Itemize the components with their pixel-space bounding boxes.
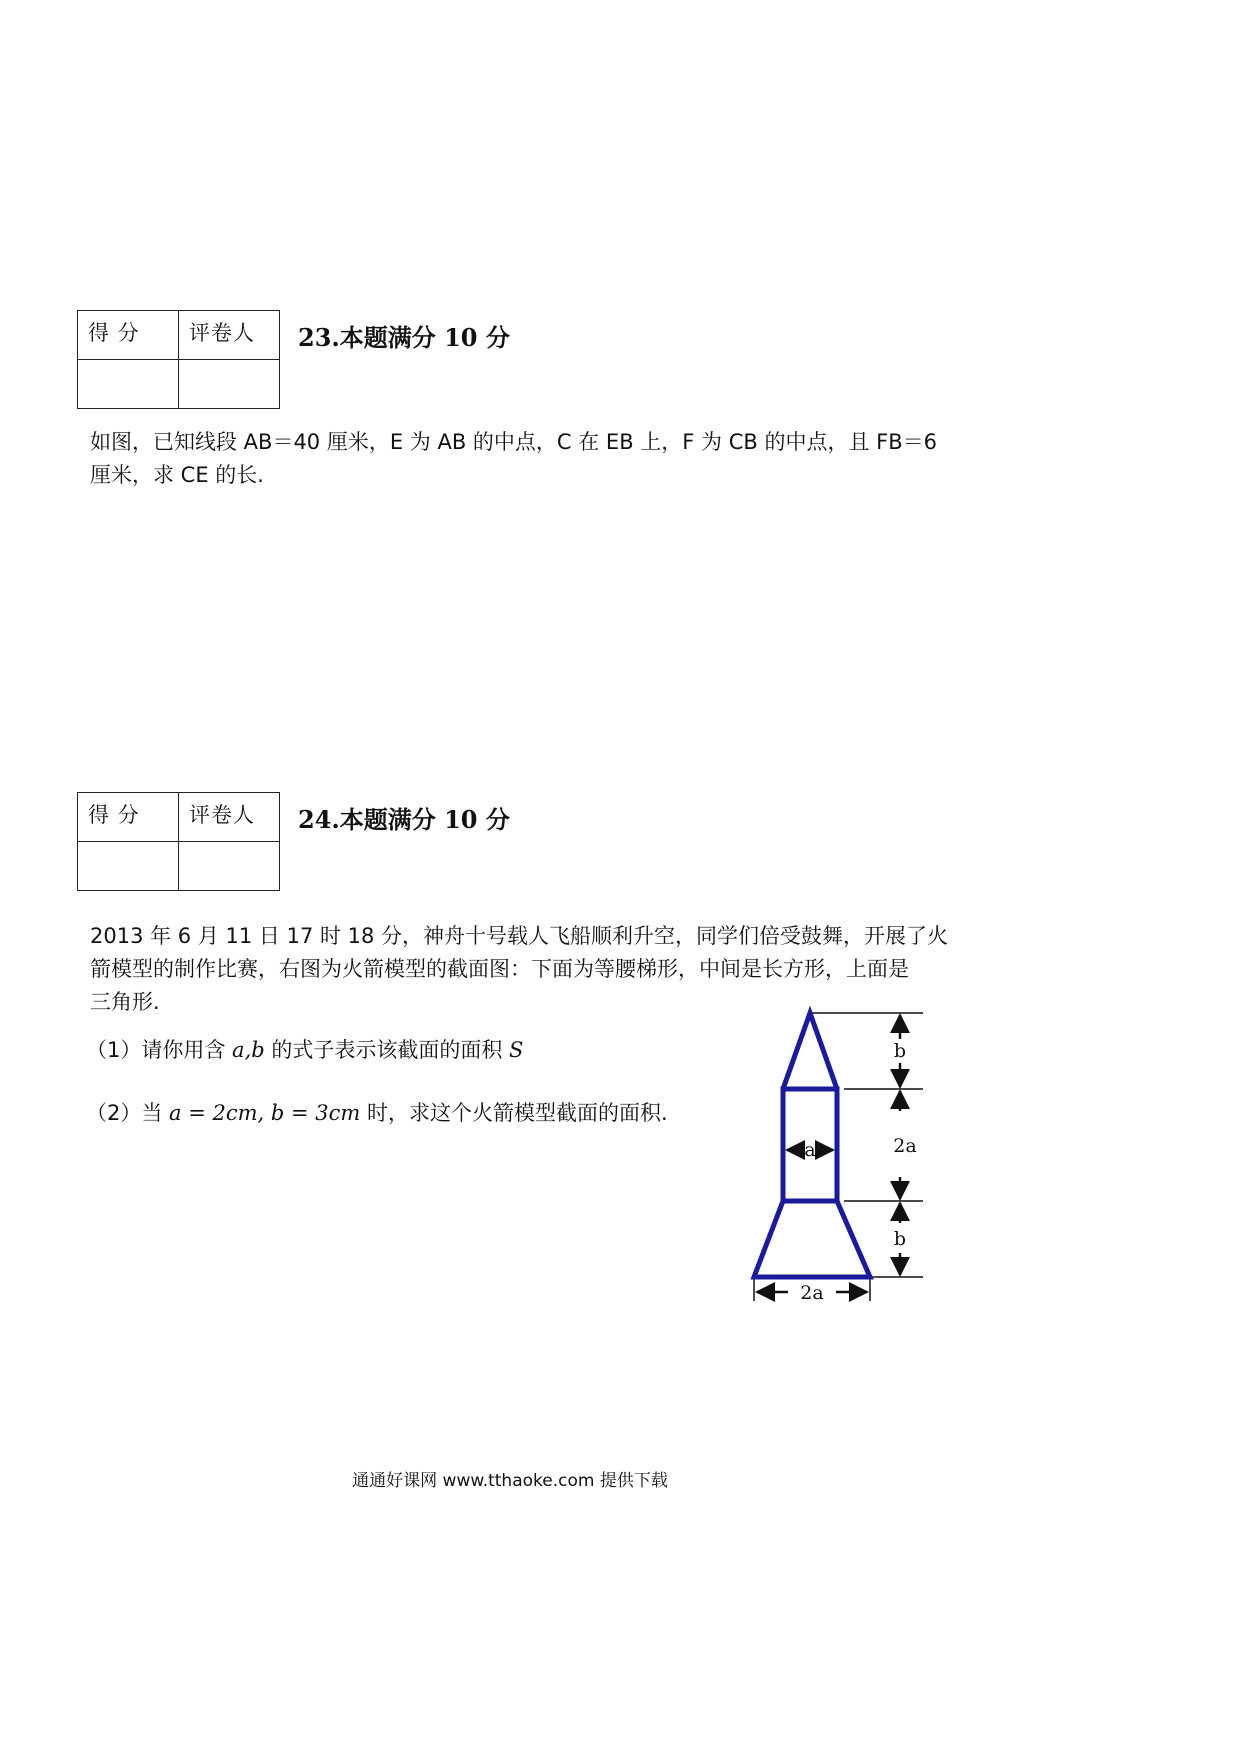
score-input-cell[interactable] [78, 360, 179, 409]
grader-input-cell[interactable] [179, 842, 280, 891]
grader-label-cell [179, 793, 280, 842]
sub1-prefix: （1）请你用含 [86, 1038, 233, 1062]
q24-line-1: 2013 年 6 月 11 日 17 时 18 分，神舟十号载人飞船顺利升空，同学们倍受鼓舞，开展了火 [90, 924, 949, 948]
sub1-vars: a,b [232, 1038, 265, 1062]
q23-line-2: 厘米，求 CE 的长. [90, 463, 264, 487]
q24-line-3: 三角形. [90, 990, 160, 1014]
footer-credit: 通通好课网 www.tthaoke.com 提供下载 [352, 1471, 668, 1491]
q23-line-1: 如图，已知线段 AB＝40 厘米，E 为 AB 的中点，C 在 EB 上，F 为 CB 的中点，且 FB＝6 [90, 430, 937, 454]
grader-label-cell [179, 311, 280, 360]
score-table-q24 [77, 792, 280, 891]
rocket-trapezoid [754, 1201, 870, 1277]
sub2-formula: a = 2cm, b = 3cm [169, 1101, 361, 1125]
dimension-arrows [757, 1015, 900, 1292]
score-table-q23 [77, 310, 280, 409]
score-input-cell[interactable] [78, 842, 179, 891]
rocket-cross-section-figure [740, 1005, 940, 1325]
sub1-middle: 的式子表示该截面的面积 [264, 1038, 510, 1062]
score-label: 得 分 [88, 321, 140, 345]
q23-body [90, 426, 950, 492]
label-base-2a: 2a [800, 1282, 824, 1304]
sub2-suffix: 时，求这个火箭模型截面的面积. [360, 1101, 668, 1125]
label-mid-2a: 2a [893, 1135, 917, 1157]
q24-title: 24.本题满分 10 分 [298, 805, 510, 834]
rocket-triangle [783, 1013, 837, 1089]
label-width-a: a [804, 1139, 816, 1161]
sub2-prefix: （2）当 [86, 1101, 170, 1125]
grader-label: 评卷人 [189, 321, 255, 345]
grader-input-cell[interactable] [179, 360, 280, 409]
sub1-symbol: S [509, 1038, 524, 1062]
label-top-b: b [893, 1040, 907, 1062]
score-label-cell [78, 311, 179, 360]
grader-label: 评卷人 [189, 803, 255, 827]
label-bottom-b: b [893, 1228, 907, 1250]
q23-title: 23.本题满分 10 分 [298, 323, 510, 352]
q24-sub-question-2 [86, 1097, 668, 1127]
score-label-cell [78, 793, 179, 842]
q24-sub-question-1 [86, 1034, 523, 1064]
score-label: 得 分 [88, 803, 140, 827]
q24-line-2: 箭模型的制作比赛，右图为火箭模型的截面图：下面为等腰梯形，中间是长方形，上面是 [90, 957, 909, 981]
